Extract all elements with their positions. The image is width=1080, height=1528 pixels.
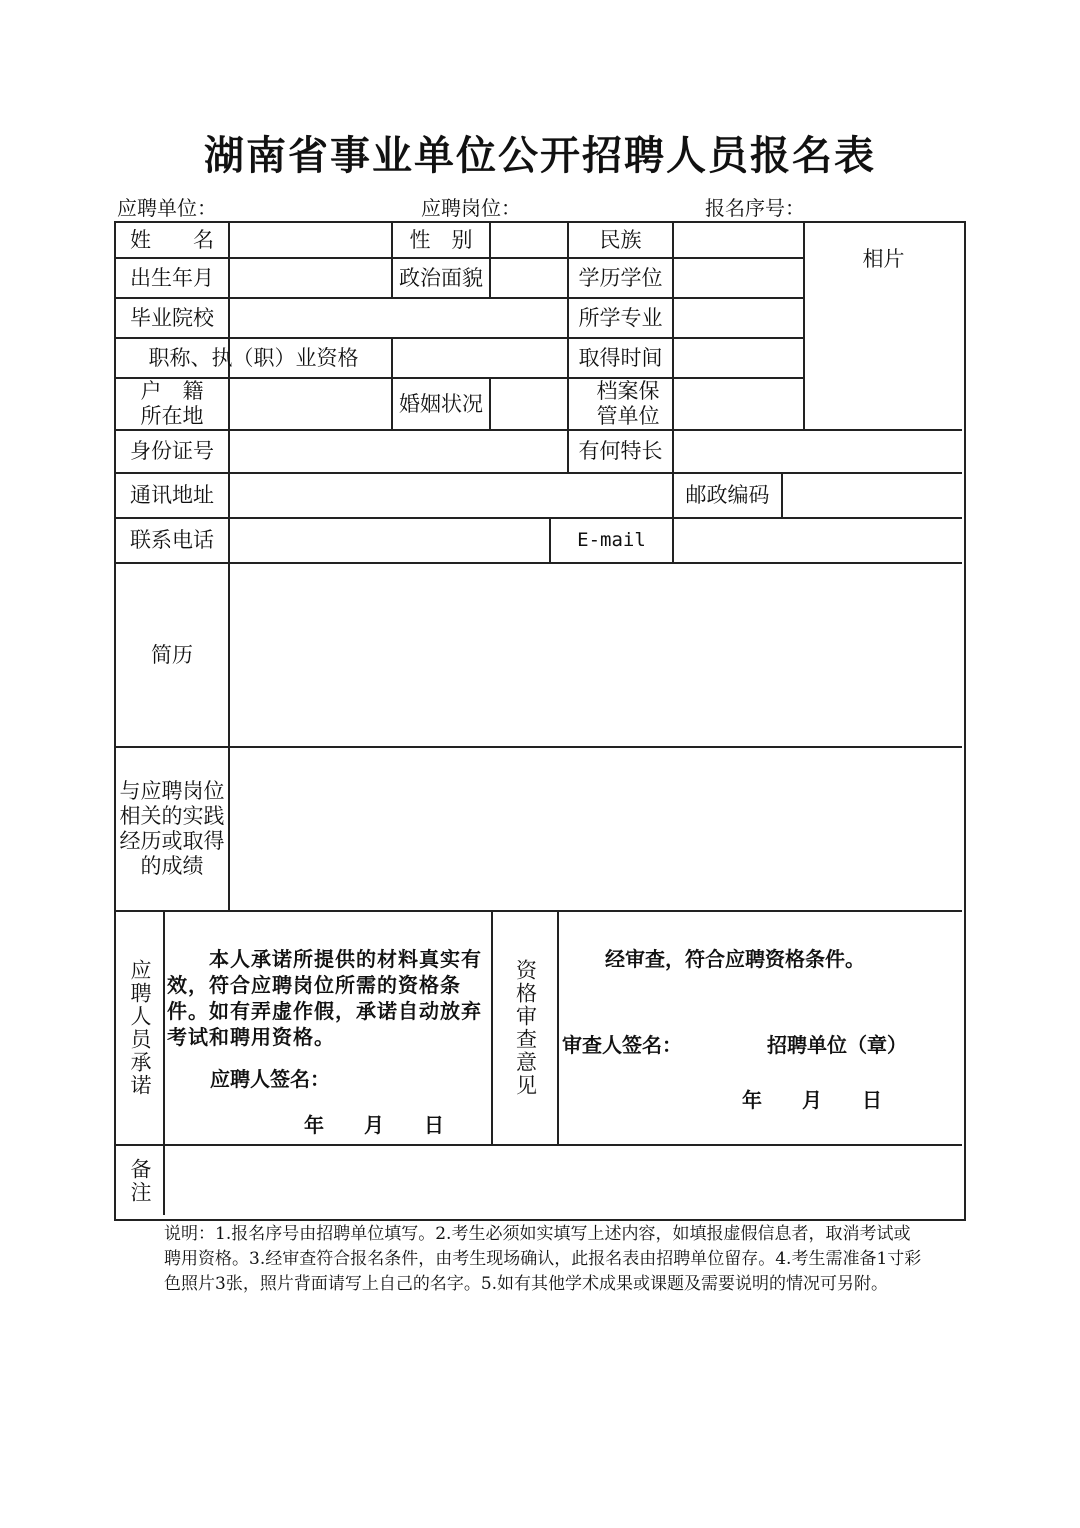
review-result-text: 经审查，符合应聘资格条件。	[605, 947, 865, 971]
phone-label: 联系电话	[130, 528, 214, 552]
reviewer-signature-label: 审查人签名：	[562, 1033, 682, 1057]
unit-seal-label: 招聘单位（章）	[767, 1033, 907, 1057]
instructions-note: 说明：1.报名序号由招聘单位填写。2.考生必须如实填写上述内容，如填报虚假信息者，取消考试或聘用资格。3.经审查符合报名条件，由考生现场确认，此报名表由招聘单位留存。4.考生需准备1寸彩色照片3张，照片背面请写上自己的名字。5.如有其他学术成果或课题及需要说明的情况可另附。	[164, 1224, 922, 1294]
address-field[interactable]	[230, 474, 672, 517]
review-date: 年 月 日	[742, 1088, 882, 1112]
photo-box[interactable]	[805, 295, 962, 429]
qualification-label: 职称、执（职）业资格	[148, 345, 359, 370]
resume-label: 简历	[151, 642, 193, 667]
practice-experience-label: 与应聘岗位相关的实践经历或取得的成绩	[119, 779, 225, 878]
household-label-line1: 户 籍	[140, 379, 204, 403]
phone-field[interactable]	[230, 519, 549, 562]
review-side-label-box	[493, 912, 557, 1144]
specialty-label: 有何特长	[578, 439, 663, 463]
political-status-label: 政治面貌	[399, 265, 483, 290]
serial-number-label: 报名序号：	[705, 196, 805, 220]
review-side-label: 资格审查意见	[513, 959, 538, 1097]
pledge-text: 本人承诺所提供的材料真实有效，符合应聘岗位所需的资格条件。如有弄虚作假，承诺自动放弃考试和聘用资格。	[167, 947, 482, 1049]
resume-field[interactable]	[230, 564, 962, 746]
household-field[interactable]	[230, 379, 391, 429]
remarks-field[interactable]	[165, 1146, 962, 1215]
applying-unit-label: 应聘单位：	[117, 196, 217, 220]
archive-label-line1: 档案保	[596, 379, 660, 403]
archive-unit-field[interactable]	[689, 379, 803, 429]
major-label: 所学专业	[578, 305, 663, 330]
name-label: 姓 名	[130, 227, 214, 252]
gender-label: 性 别	[409, 227, 473, 252]
school-field[interactable]	[230, 299, 567, 337]
pledge-side-label: 应聘人员承诺	[128, 959, 152, 1097]
pledge-side-label-box	[116, 912, 163, 1144]
ethnicity-label: 民族	[599, 227, 642, 252]
birth-label: 出生年月	[130, 265, 214, 290]
gender-field[interactable]	[491, 223, 567, 257]
applicant-date: 年 月 日	[304, 1113, 444, 1137]
education-label: 学历学位	[578, 265, 663, 290]
name-field[interactable]	[230, 223, 391, 257]
id-number-label: 身份证号	[130, 439, 214, 463]
birth-field[interactable]	[230, 259, 391, 297]
household-label	[116, 379, 228, 429]
school-label: 毕业院校	[130, 305, 214, 330]
applying-position-label: 应聘岗位：	[421, 196, 521, 220]
remarks-label: 备注	[128, 1157, 152, 1204]
applicant-signature-label: 应聘人签名：	[210, 1067, 330, 1091]
email-field[interactable]	[674, 519, 962, 562]
obtained-time-label: 取得时间	[578, 345, 663, 370]
marital-status-label: 婚姻状况	[399, 391, 483, 416]
qualification-field[interactable]	[393, 339, 567, 377]
marital-status-field[interactable]	[491, 379, 567, 429]
archive-unit-label	[569, 379, 687, 429]
column-line	[557, 910, 559, 1144]
household-label-line2: 所在地	[140, 404, 204, 428]
email-label: E-mail	[577, 529, 646, 551]
form-title: 湖南省事业单位公开招聘人员报名表	[204, 132, 876, 179]
address-label: 通讯地址	[130, 483, 214, 507]
photo-label: 相片	[862, 246, 905, 271]
remarks-label-box	[116, 1146, 163, 1215]
ethnicity-field[interactable]	[674, 223, 803, 257]
major-field[interactable]	[674, 299, 803, 337]
political-status-field[interactable]	[491, 259, 567, 297]
obtained-time-field[interactable]	[674, 339, 803, 377]
specialty-field[interactable]	[674, 431, 962, 472]
education-field[interactable]	[674, 259, 803, 297]
practice-experience-field[interactable]	[230, 748, 962, 910]
id-number-field[interactable]	[230, 431, 567, 472]
postcode-label: 邮政编码	[685, 483, 770, 507]
archive-label-line2: 管单位	[596, 404, 660, 428]
postcode-field[interactable]	[783, 474, 962, 517]
